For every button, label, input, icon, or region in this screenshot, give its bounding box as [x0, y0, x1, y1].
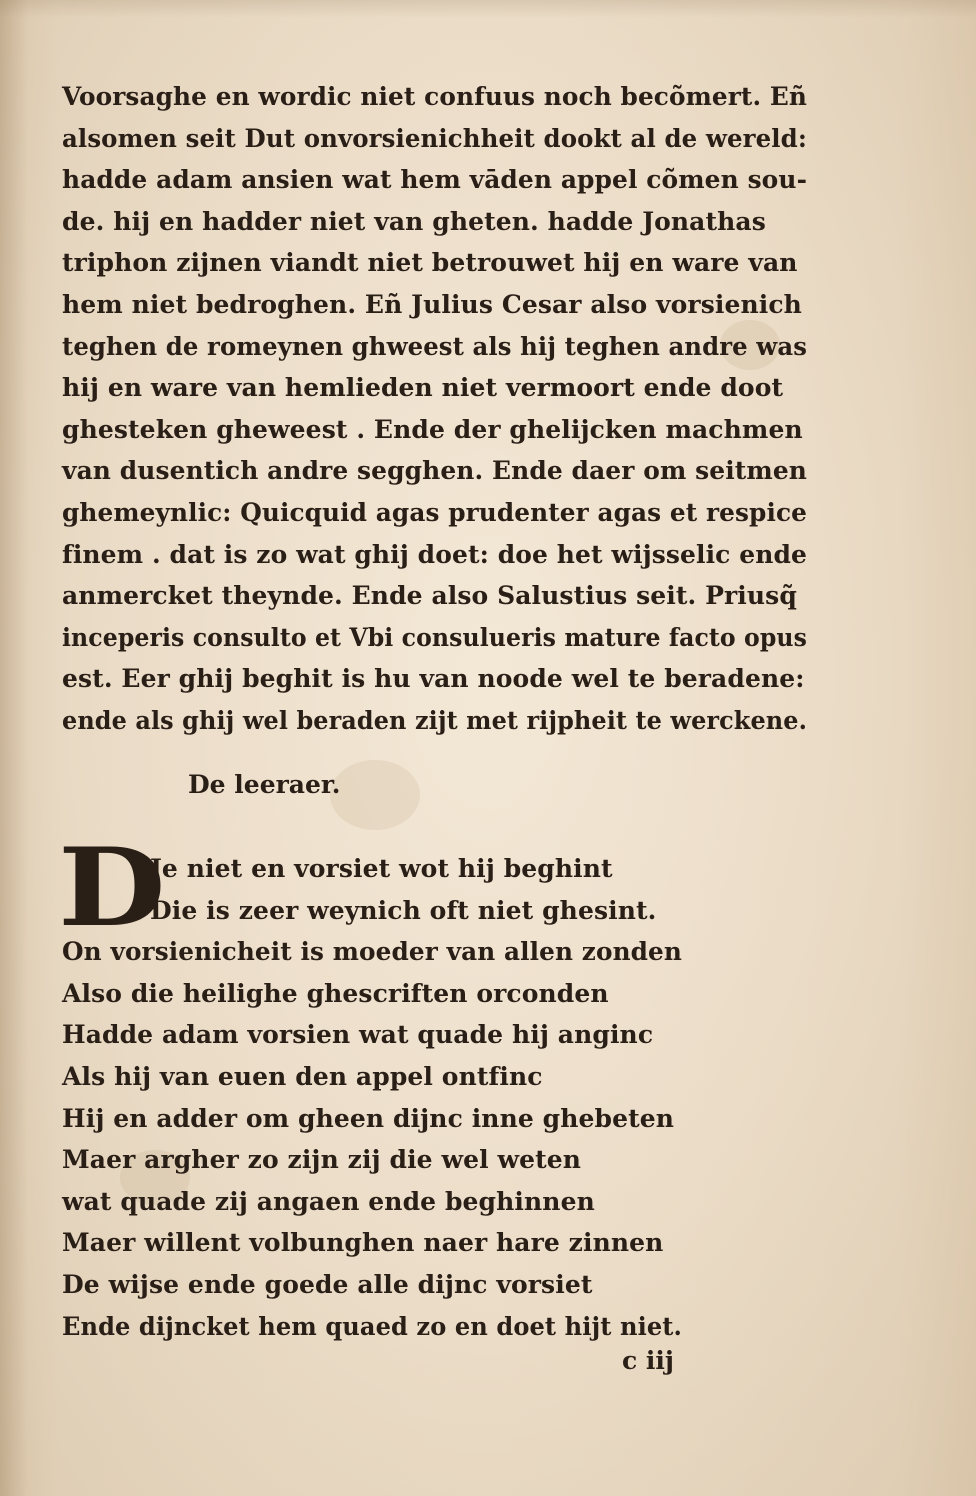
prose-line: inceperis consulto et Vbi consulueris mature facto opus — [62, 622, 807, 652]
verse-line: Maer willent volbunghen naer hare zinnen — [62, 1228, 664, 1258]
signature-mark: c iij — [622, 1346, 674, 1375]
drop-cap-initial: D — [58, 825, 166, 951]
verse-stanza — [62, 848, 702, 1347]
verse-line: Ende dijncket hem quaed zo en doet hijt niet. — [62, 1311, 682, 1341]
verse-line: Als hij van euen den appel ontfinc — [62, 1061, 543, 1091]
verse-line: wat quade zij angaen ende beghinnen — [62, 1186, 595, 1216]
verse-line: Die is zeer weynich oft niet ghesint. — [150, 895, 657, 925]
prose-line: anmercket theynde. Ende also Salustius seit. Priusq̃ — [62, 581, 797, 611]
prose-line: hij en ware van hemlieden niet vermoort ende doot — [62, 373, 784, 403]
prose-line: teghen de romeynen ghweest als hij teghen andre was — [62, 331, 807, 361]
verse-line: Je niet en vorsiet wot hij beghint — [150, 854, 613, 883]
verse-line: De wijse ende goede alle dijnc vorsiet — [62, 1269, 593, 1299]
prose-line: van dusentich andre segghen. Ende daer om seitmen — [62, 456, 807, 486]
verse-line: Hadde adam vorsien wat quade hij anginc — [62, 1020, 654, 1050]
prose-line: hadde adam ansien wat hem vāden appel cõmen sou- — [62, 165, 807, 195]
prose-line: triphon zijnen viandt niet betrouwet hij en ware van — [62, 248, 798, 278]
prose-line: de. hij en hadder niet van gheten. hadde Jonathas — [62, 206, 766, 236]
prose-line: Voorsaghe en wordic niet confuus noch becõmert. Eñ — [62, 82, 807, 111]
prose-line: alsomen seit Dut onvorsienichheit dookt al de wereld: — [62, 123, 807, 153]
prose-line: finem . dat is zo wat ghij doet: doe het wijsselic ende — [62, 539, 807, 569]
verse-line: Hij en adder om gheen dijnc inne ghebeten — [62, 1103, 675, 1133]
verse-line: On vorsienicheit is moeder van allen zonden — [62, 937, 682, 967]
verse-line: Also die heilighe ghescriften orconden — [62, 978, 609, 1008]
section-heading: De leeraer. — [188, 770, 341, 799]
prose-line: ghemeynlic: Quicquid agas prudenter agas et respice — [62, 497, 807, 527]
prose-paragraph — [62, 76, 807, 742]
verse-line: Maer argher zo zijn zij die wel weten — [62, 1145, 582, 1175]
prose-line: hem niet bedroghen. Eñ Julius Cesar also vorsienich — [62, 289, 802, 319]
paper-stain — [330, 760, 420, 830]
prose-line: est. Eer ghij beghit is hu van noode wel te beradene: — [62, 664, 805, 694]
prose-line: ende als ghij wel beraden zijt met rijpheit te werckene. — [62, 705, 807, 735]
prose-line: ghesteken gheweest . Ende der ghelijcken machmen — [62, 414, 803, 444]
